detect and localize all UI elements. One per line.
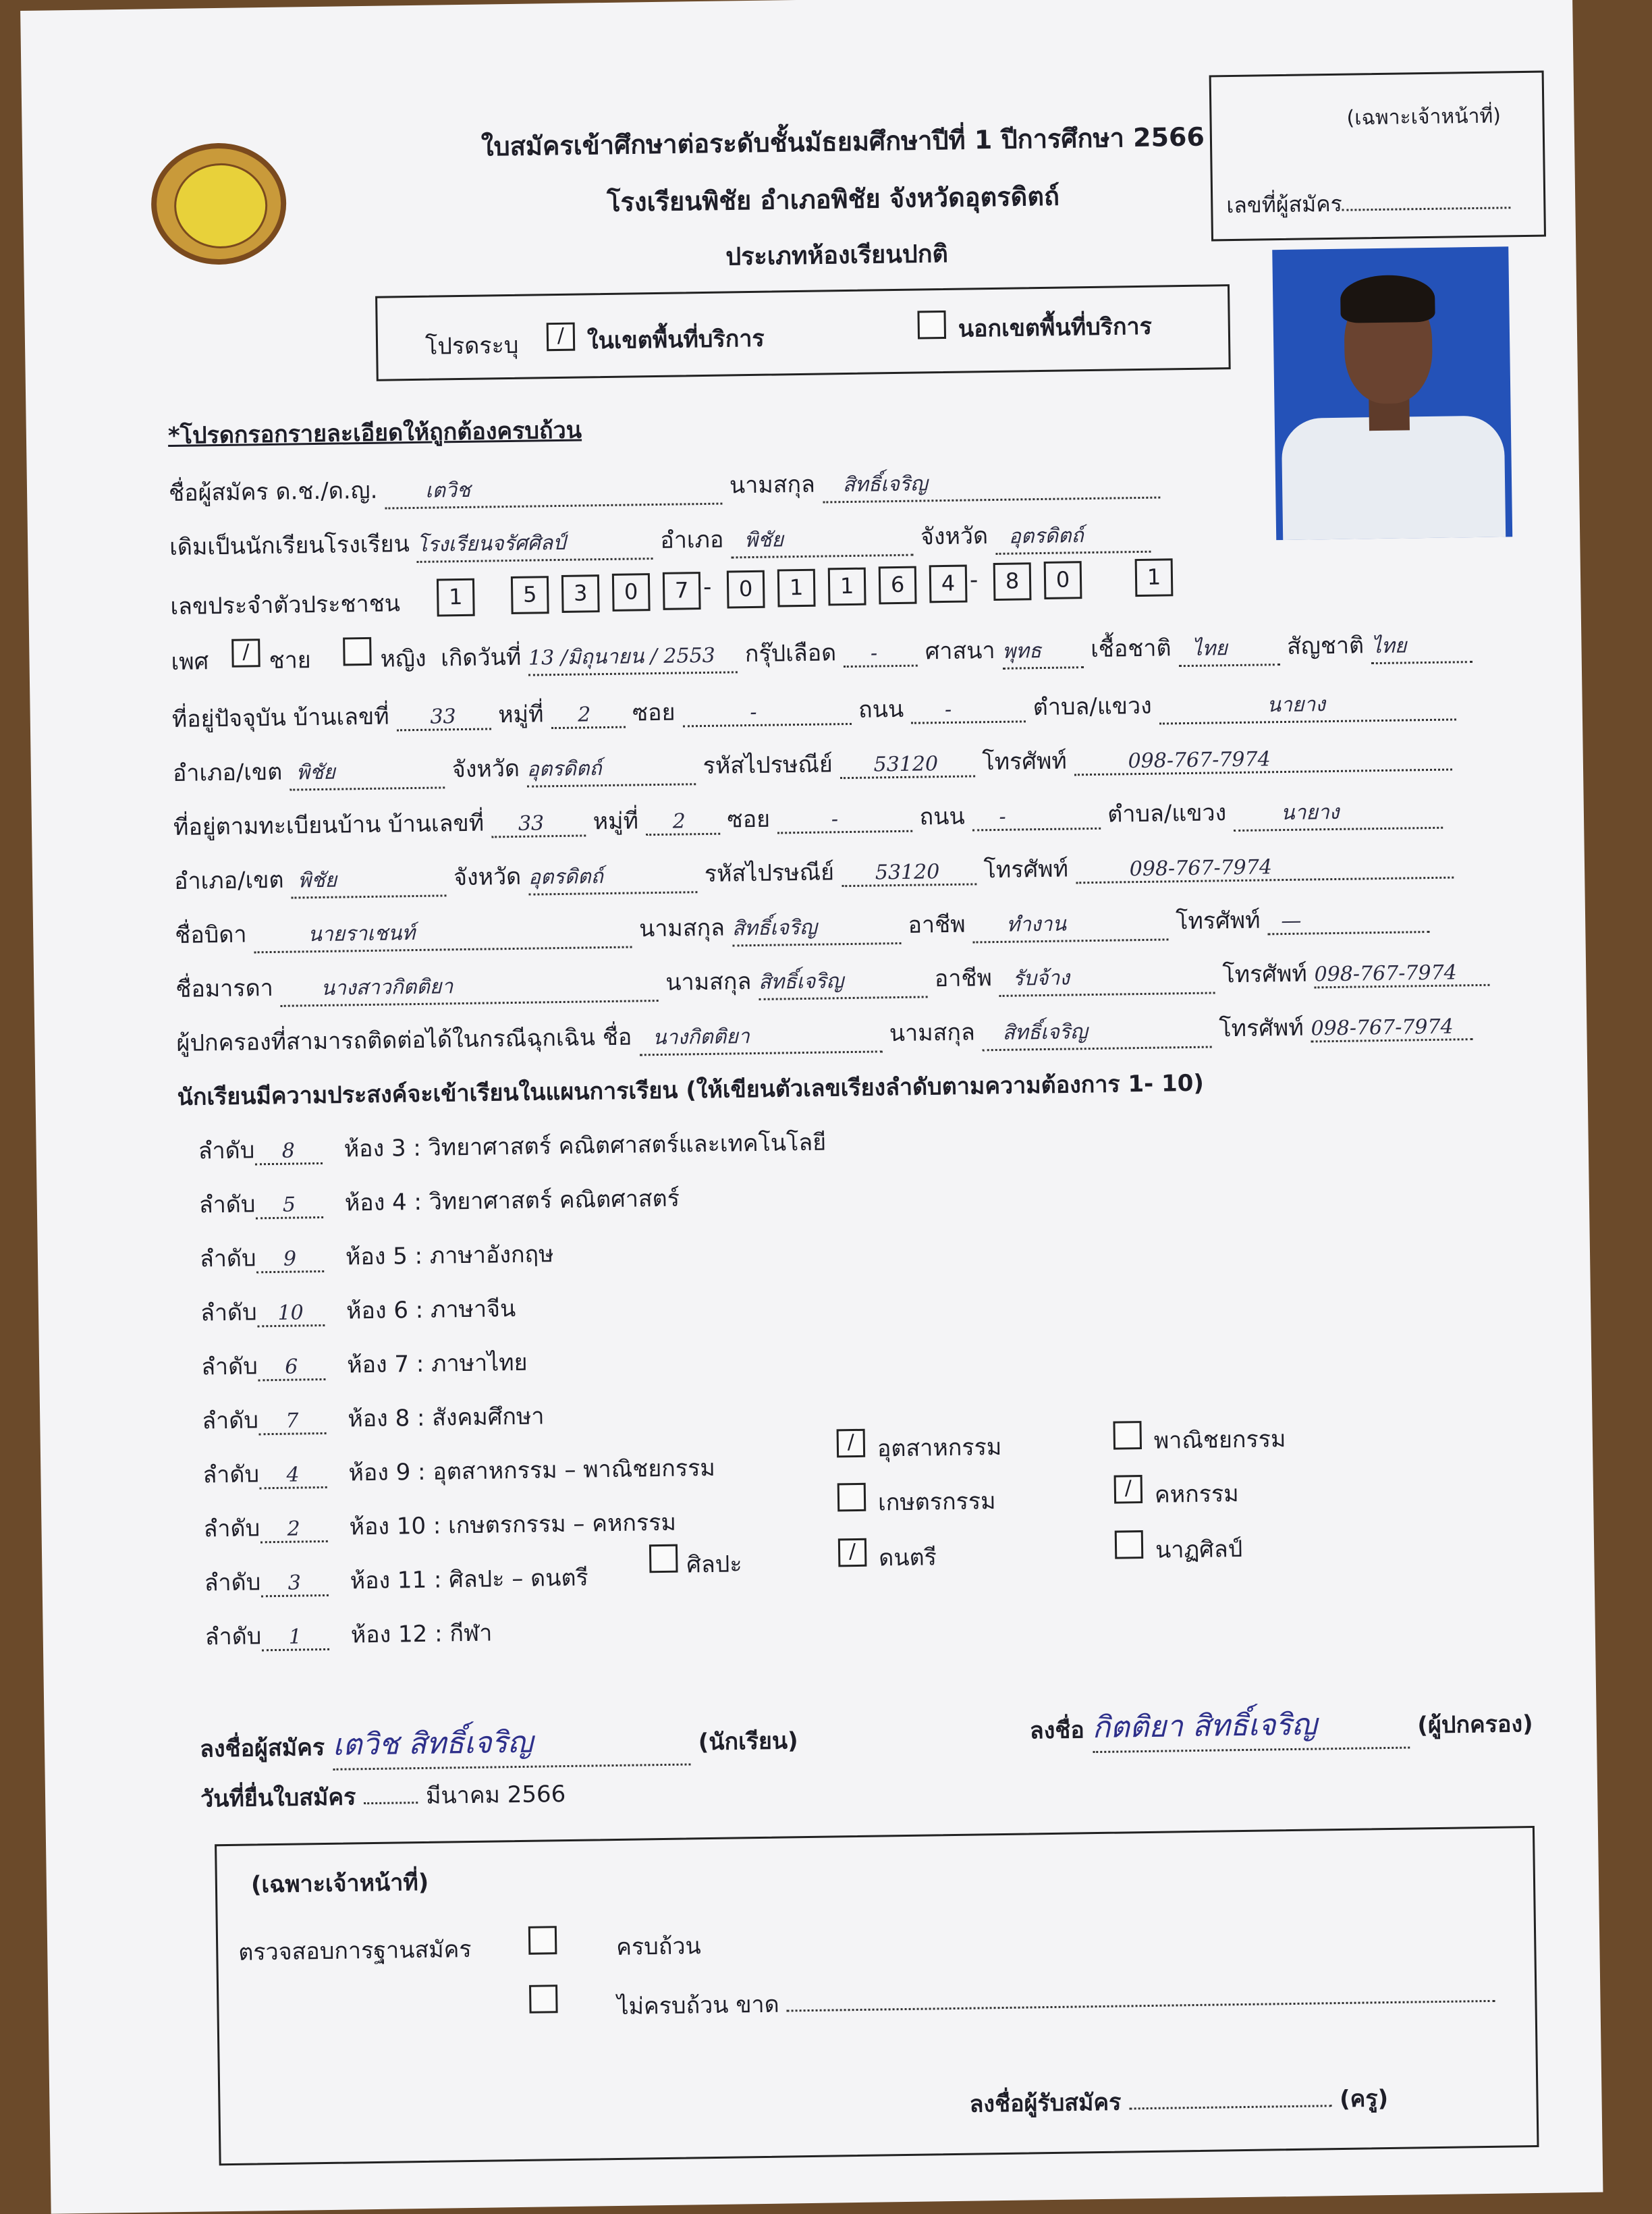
guardian-row: ผู้ปกครองที่สามารถติดต่อได้ในกรณีฉุกเฉิน ชื่อ นางกิตติยา นามสกุล สิทธิ์เจริญ โทรศัพท์ 098-767-7974 <box>176 1006 1473 1062</box>
id-digit-box[interactable]: 7 <box>663 572 701 610</box>
agriculture-label: เกษตรกรรม <box>877 1488 996 1517</box>
receiver-signature-row: ลงชื่อผู้รับสมัคร (ครู) <box>969 2085 1389 2118</box>
applicant-name-row: ชื่อผู้สมัคร ด.ช./ด.ญ. เตวิช นามสกุล สิทธิ์เจริญ <box>169 461 1160 513</box>
current-subdistrict-field[interactable]: นายาง <box>1159 686 1456 724</box>
dance-label: นาฏศิลป์ <box>1155 1535 1243 1564</box>
male-label: ชาย <box>269 647 311 675</box>
office-only-label: (เฉพาะเจ้าหน้าที่) <box>1346 104 1502 130</box>
application-form-paper <box>20 0 1603 2214</box>
female-checkbox[interactable] <box>343 637 372 666</box>
industry-label: อุตสาหกรรม <box>877 1433 1002 1463</box>
office-verification-box <box>215 1826 1539 2165</box>
office-box-title: (เฉพาะเจ้าหน้าที่) <box>250 1868 429 1899</box>
preference-row: ลำดับ 9 ห้อง 5 : ภาษาอังกฤษ <box>199 1241 554 1273</box>
id-digit-box[interactable]: 1 <box>1135 558 1174 597</box>
music-label: ดนตรี <box>878 1544 937 1572</box>
preference-row: ลำดับ 7 ห้อง 8 : สังคมศึกษา <box>202 1403 545 1435</box>
rank-field[interactable]: 3 <box>260 1571 329 1597</box>
area-prompt: โปรดระบุ <box>424 331 519 360</box>
mother-row: ชื่อมารดา นางสาวกิตติยา นามสกุล สิทธิ์เจริญ อาชีพ รับจ้าง โทรศัพท์ 098-767-7974 <box>175 952 1490 1008</box>
art-checkbox[interactable] <box>649 1544 678 1573</box>
music-checkbox[interactable]: / <box>838 1538 867 1567</box>
father-name-field[interactable]: นายราเชนท์ <box>254 915 632 954</box>
father-job-field[interactable]: ทำงาน <box>972 907 1169 943</box>
current-province-field[interactable]: อุตรดิตถ์ <box>526 751 696 787</box>
rank-field[interactable]: 4 <box>259 1463 327 1489</box>
dob-row: หญิง เกิดวันที่ 13 /มิถุนายน / 2553 กรุ๊ปเลือด - ศาสนา พุทธ เชื้อชาติ ไทย สัญชาติ ไทย <box>380 625 1472 678</box>
agriculture-checkbox[interactable] <box>837 1483 866 1512</box>
current-soi-field[interactable]: - <box>682 699 852 727</box>
registered-postcode-field[interactable]: 53120 <box>842 859 977 887</box>
rank-field[interactable]: 10 <box>256 1301 325 1327</box>
submit-date-row: วันที่ยื่นใบสมัคร มีนาคม 2566 <box>200 1781 566 1813</box>
gender-dob-row: เพศ <box>171 648 209 676</box>
surname-field[interactable]: สิทธิ์เจริญ <box>822 465 1160 504</box>
instruction-text: *โปรดกรอกรายละเอียดให้ถูกต้องครบถ้วน <box>167 416 582 450</box>
area-out-checkbox[interactable] <box>917 310 946 340</box>
father-phone-field[interactable]: — <box>1267 907 1430 935</box>
home-econ-label: คหกรรม <box>1154 1480 1239 1509</box>
preference-row: ลำดับ 6 ห้อง 7 : ภาษาไทย <box>200 1349 528 1381</box>
registered-moo-field[interactable]: 2 <box>646 809 721 836</box>
incomplete-row: ไม่ครบถ้วน ขาด <box>617 1976 1495 2024</box>
preference-row: ลำดับ 2 ห้อง 10 : เกษตรกรรม – คหกรรม <box>203 1509 677 1543</box>
registered-province-field[interactable]: อุตรดิตถ์ <box>528 859 698 895</box>
current-district-field[interactable]: พิชัย <box>290 755 445 790</box>
id-digit-box[interactable]: 4 <box>929 565 968 603</box>
current-address-row-2: อำเภอ/เขต พิชัย จังหวัด อุตรดิตถ์ รหัสไปรษณีย์ 53120 โทรศัพท์ 098-767-7974 <box>173 737 1452 792</box>
registered-district-field[interactable]: พิชัย <box>291 863 447 898</box>
rank-field[interactable]: 5 <box>255 1193 323 1219</box>
area-out-label: นอกเขตพื้นที่บริการ <box>958 313 1153 343</box>
guardian-phone-field[interactable]: 098-767-7974 <box>1311 1015 1473 1042</box>
rank-field[interactable]: 1 <box>261 1625 329 1651</box>
citizen-id-label: เลขประจำตัวประชาชน <box>170 590 401 621</box>
id-digit-box[interactable]: 5 <box>511 576 549 614</box>
id-digit-box[interactable]: 8 <box>993 562 1032 601</box>
registered-address-row-1: ที่อยู่ตามทะเบียนบ้าน บ้านเลขที่ 33 หมู่ที่ 2 ซอย - ถนน - ตำบล/แขวง นายาง <box>173 791 1443 846</box>
complete-label: ครบถ้วน <box>615 1933 702 1962</box>
complete-checkbox[interactable] <box>528 1926 557 1955</box>
guardian-surname-field[interactable]: สิทธิ์เจริญ <box>982 1015 1212 1052</box>
mother-surname-field[interactable]: สิทธิ์เจริญ <box>759 964 928 1000</box>
blood-group-field[interactable]: - <box>844 641 918 668</box>
nationality-field[interactable]: ไทย <box>1371 629 1473 664</box>
guardian-signature-row: ลงชื่อ กิตติยา สิทธิ์เจริญ (ผู้ปกครอง) <box>1029 1698 1533 1754</box>
father-row: ชื่อบิดา นายราเชนท์ นามสกุล สิทธิ์เจริญ อาชีพ ทำงาน โทรศัพท์ — <box>175 899 1430 954</box>
art-label: ศิลปะ <box>686 1550 742 1579</box>
preference-row: ลำดับ 10 ห้อง 6 : ภาษาจีน <box>200 1295 516 1327</box>
preference-row: ลำดับ 1 ห้อง 12 : กีฬา <box>204 1619 493 1651</box>
area-in-checkbox[interactable]: / <box>547 323 576 352</box>
dob-field[interactable]: 13 /มิถุนายน / 2553 <box>528 639 738 676</box>
submit-date-value: มีนาคม 2566 <box>425 1781 566 1810</box>
male-checkbox[interactable]: / <box>231 639 260 668</box>
id-digit-box[interactable]: 0 <box>727 570 765 609</box>
id-digit-box[interactable]: 6 <box>879 566 917 605</box>
dance-checkbox[interactable] <box>1115 1530 1144 1559</box>
industry-checkbox[interactable]: / <box>837 1429 866 1458</box>
preference-row: ลำดับ 8 ห้อง 3 : วิทยาศาสตร์ คณิตศาสตร์และเทคโนโลยี <box>198 1129 827 1165</box>
school-seal-logo <box>150 142 287 266</box>
rank-field[interactable]: 2 <box>260 1517 328 1543</box>
id-separator: - <box>969 566 979 594</box>
registered-subdistrict-field[interactable]: นายาง <box>1234 795 1443 832</box>
area-in-label: ในเขตพื้นที่บริการ <box>586 325 765 355</box>
former-province-field[interactable]: อุตรดิตถ์ <box>995 519 1151 555</box>
mother-name-field[interactable]: นางสาวกิตติยา <box>280 968 659 1007</box>
preferences-heading: นักเรียนมีความประสงค์จะเข้าเรียนในแผนการเรียน (ให้เขียนตัวเลขเรียงลำดับตามความต้องการ 1- 10) <box>177 1069 1205 1111</box>
father-surname-field[interactable]: สิทธิ์เจริญ <box>732 911 901 946</box>
rank-field[interactable]: 8 <box>254 1139 323 1165</box>
current-address-row-1: ที่อยู่ปัจจุบัน บ้านเลขที่ 33 หมู่ที่ 2 ซอย - ถนน - ตำบล/แขวง นายาง <box>171 682 1456 738</box>
registered-house-no-field[interactable]: 33 <box>491 811 586 838</box>
school-line: โรงเรียนพิชัย อำเภอพิชัย จังหวัดอุตรดิตถ์ <box>606 181 1060 217</box>
former-district-field[interactable]: พิชัย <box>731 522 914 559</box>
religion-field[interactable]: พุทธ <box>1002 634 1084 670</box>
verification-label: ตรวจสอบการฐานสมัคร <box>238 1936 472 1966</box>
race-field[interactable]: ไทย <box>1178 632 1280 667</box>
id-digit-box[interactable]: 1 <box>437 578 475 617</box>
preference-row: ลำดับ 3 ห้อง 11 : ศิลปะ – ดนตรี <box>204 1564 589 1597</box>
guardian-signature[interactable]: กิตติยา สิทธิ์เจริญ <box>1092 1700 1410 1754</box>
mother-job-field[interactable]: รับจ้าง <box>999 960 1215 996</box>
registered-address-row-2: อำเภอ/เขต พิชัย จังหวัด อุตรดิตถ์ รหัสไปรษณีย์ 53120 โทรศัพท์ 098-767-7974 <box>174 845 1454 900</box>
registered-soi-field[interactable]: - <box>777 807 913 834</box>
current-moo-field[interactable]: 2 <box>551 703 626 730</box>
home-econ-checkbox[interactable]: / <box>1114 1475 1143 1504</box>
applicant-no-field[interactable]: เลขที่ผู้สมัคร <box>1226 184 1511 223</box>
id-digit-box[interactable]: 0 <box>612 573 651 612</box>
commerce-label: พาณิชยกรรม <box>1153 1426 1286 1455</box>
rank-field[interactable]: 6 <box>258 1355 326 1381</box>
registered-road-field[interactable]: - <box>972 804 1101 832</box>
preference-row: ลำดับ 5 ห้อง 4 : วิทยาศาสตร์ คณิตศาสตร์ <box>198 1185 680 1219</box>
registered-phone-field[interactable]: 098-767-7974 <box>1076 853 1454 884</box>
applicant-photo <box>1272 246 1512 540</box>
incomplete-checkbox[interactable] <box>529 1985 558 2014</box>
mother-phone-field[interactable]: 098-767-7974 <box>1314 961 1490 989</box>
rank-field[interactable]: 7 <box>258 1409 327 1435</box>
applicant-signature-row: ลงชื่อผู้สมัคร เตวิช สิทธิ์เจริญ (นักเรียน) <box>200 1714 799 1772</box>
guardian-name-field[interactable]: นางกิตติยา <box>639 1019 883 1056</box>
rank-field[interactable]: 9 <box>256 1247 324 1273</box>
current-phone-field[interactable]: 098-767-7974 <box>1074 745 1452 776</box>
current-house-no-field[interactable]: 33 <box>396 704 491 731</box>
office-only-box <box>1209 71 1546 242</box>
former-school-field[interactable]: โรงเรียนจรัศศิลป์ <box>416 526 653 563</box>
current-postcode-field[interactable]: 53120 <box>839 751 975 779</box>
applicant-signature[interactable]: เตวิช สิทธิ์เจริญ <box>332 1716 690 1770</box>
id-digit-box[interactable]: 3 <box>561 574 600 613</box>
first-name-field[interactable]: เตวิช <box>385 471 723 510</box>
id-digit-box[interactable]: 1 <box>777 569 816 608</box>
id-separator: - <box>703 573 712 601</box>
receiver-signature-field[interactable] <box>1129 2105 1331 2109</box>
form-title: ใบสมัครเข้าศึกษาต่อระดับชั้นมัธยมศึกษาปีที่ 1 ปีการศึกษา 2566 <box>480 122 1205 162</box>
id-digit-box[interactable]: 1 <box>828 568 866 606</box>
commerce-checkbox[interactable] <box>1113 1421 1142 1450</box>
current-road-field[interactable]: - <box>911 697 1026 724</box>
missing-items-field[interactable] <box>787 2000 1495 2012</box>
former-school-row: เดิมเป็นนักเรียนโรงเรียน โรงเรียนจรัศศิลป์ อำเภอ พิชัย จังหวัด อุตรดิตถ์ <box>169 515 1151 566</box>
id-digit-box[interactable]: 0 <box>1044 561 1082 599</box>
service-area-box <box>375 284 1231 381</box>
class-type: ประเภทห้องเรียนปกติ <box>725 240 949 271</box>
preference-row: ลำดับ 4 ห้อง 9 : อุตสาหกรรม – พาณิชยกรรม <box>202 1454 716 1489</box>
